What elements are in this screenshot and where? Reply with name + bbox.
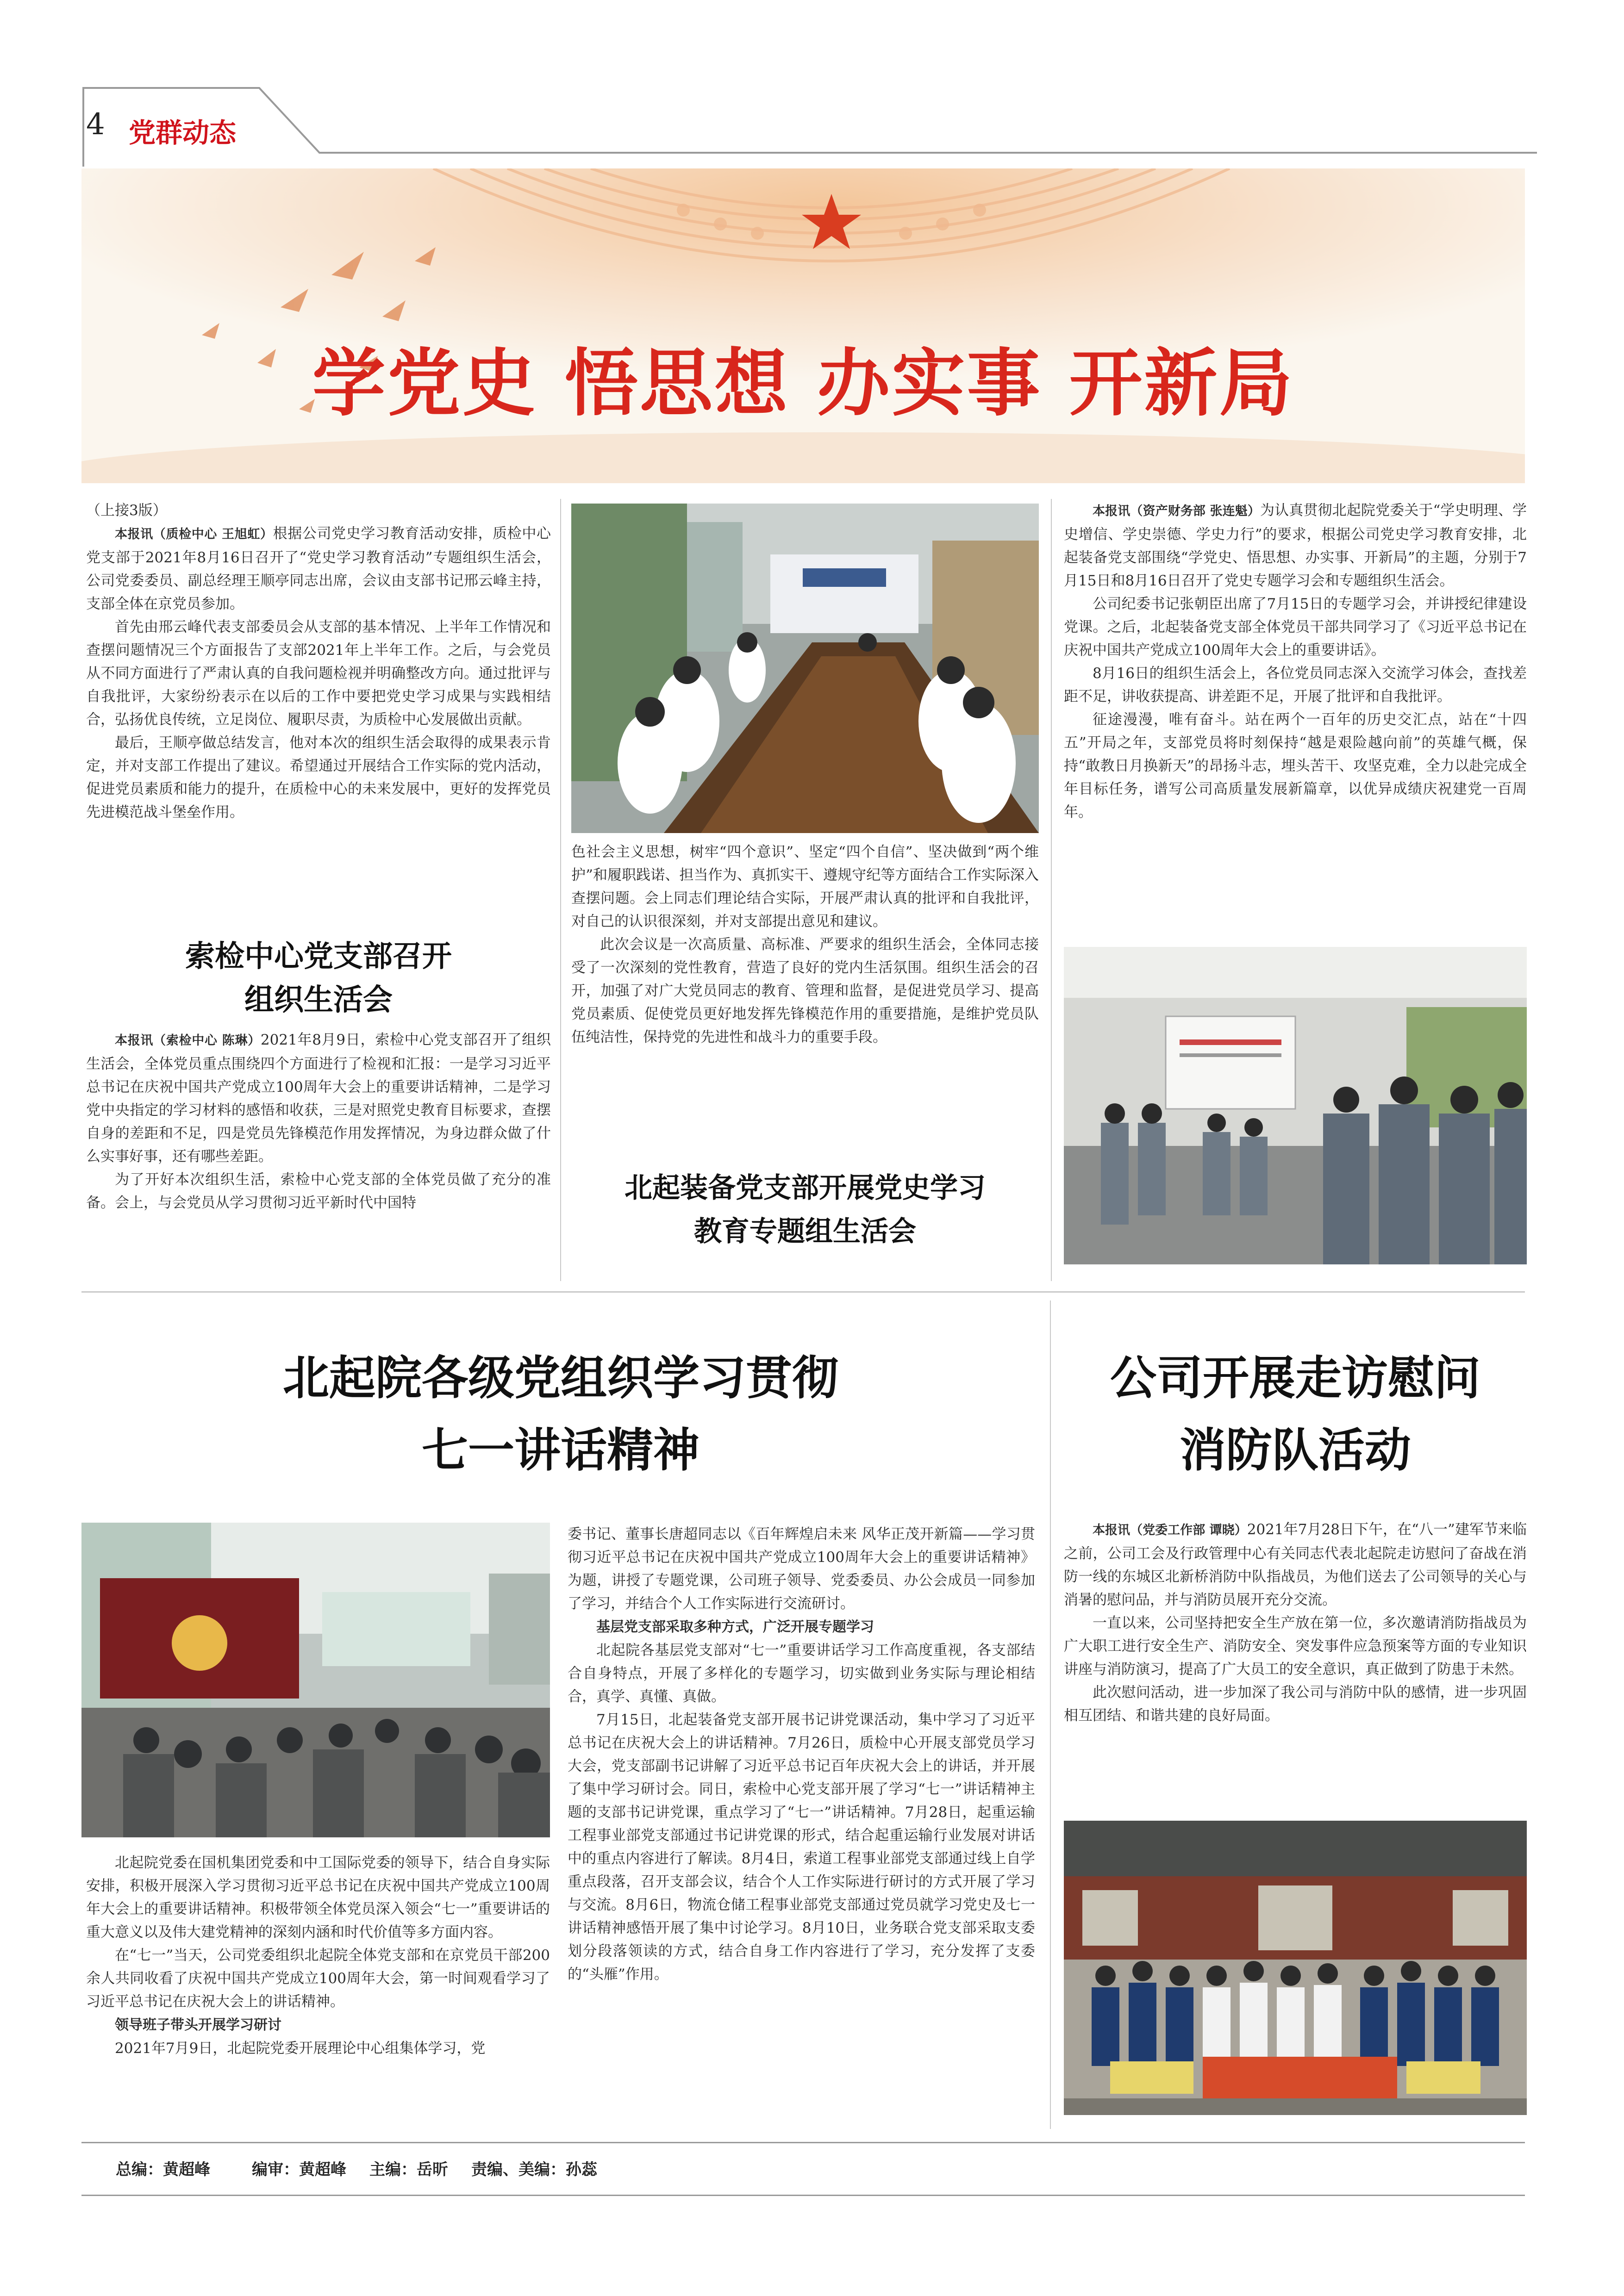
subheading: 基层党支部采取多种方式，广泛开展专题学习: [596, 1619, 874, 1635]
paragraph: 征途漫漫，唯有奋斗。站在两个一百年的历史交汇点，站在“十四五”开局之年，支部党员将时刻保持“越是艰险越向前”的英雄气概，保持“敢教日月换新天”的昂扬斗志，埋头苦干、攻坚克难，全力以赴完成全年目标任务，谱写公司高质量发展新篇章，以优异成绩庆祝建党一百周年。: [1064, 711, 1527, 821]
paragraph: 为了开好本次组织生活，索检中心党支部的全体党员做了充分的准备。会上，与会党员从学习贯彻习近平新时代中国特: [86, 1171, 551, 1211]
fire-station-group-photo: [1064, 1821, 1527, 2115]
banner: [81, 168, 1525, 483]
headline-line: 公司开展走访慰问: [1110, 1351, 1480, 1405]
paragraph: 8月16日的组织生活会上，各位党员同志深入交流学习体会，查找差距不足，讲收获提高、讲差距不足，开展了批评和自我批评。: [1064, 665, 1527, 705]
column-divider: [1051, 499, 1052, 1281]
paragraph: 北起院党委在国机集团党委和中工国际党委的领导下，结合自身实际安排，积极开展深入学习贯彻习近平总书记在庆祝中国共产党成立100周年大会上的重要讲话精神。积极带领全体党员深入领会“七一”重要讲话的重大意义以及伟大建党精神的深刻内涵和时代价值等多方面内容。: [86, 1854, 550, 1941]
column-divider: [560, 499, 561, 1281]
article-2-col1: [86, 1028, 551, 1214]
headline-line: 七一讲话精神: [422, 1423, 700, 1477]
paragraph: 为认真贯彻北起院党委关于“学史明理、学史增信、学史崇德、学史力行”的要求，根据公司党史学习教育安排，北起装备党支部围绕“学党史、悟思想、办实事、开新局”的主题，分别于7月15日和8月16日召开了党史专题学习会和专题组织生活会。: [1064, 502, 1527, 589]
section-title: 党群动态: [129, 117, 237, 149]
article-5-text: [1064, 1518, 1527, 1727]
paragraph: 在“七一”当天，公司党委组织北起院全体党支部和在京党员干部200余人共同收看了庆祝中国共产党成立100周年大会，第一时间观看学习了习近平总书记在庆祝大会上的讲话精神。: [86, 1947, 550, 2010]
article-3-title: [571, 1166, 1039, 1253]
paragraph: 2021年7月28日下午，在“八一”建军节来临之前，公司工会及行政管理中心有关同志代表北起院走访慰问了奋战在消防一线的东城区北新桥消防中队指战员，为他们送去了公司领导的关心与消暑的慰问品，并与消防员展开充分交流。: [1064, 1521, 1527, 1608]
credit-value: 黄超峰: [299, 2160, 346, 2179]
byline: 本报讯（质检中心 王旭虹）: [115, 527, 273, 541]
credit-value: 岳昕: [417, 2160, 448, 2179]
column-divider: [1050, 1300, 1051, 2129]
headline-line: 北起装备党支部开展党史学习: [625, 1172, 986, 1204]
paragraph: 此次慰问活动，进一步加深了我公司与消防中队的感情，进一步巩固相互团结、和谐共建的良好局面。: [1064, 1684, 1527, 1724]
headline-line: 索检中心党支部召开: [185, 940, 452, 974]
footer-rule-top: [81, 2142, 1525, 2143]
paragraph: 一直以来，公司坚持把安全生产放在第一位，多次邀请消防指战员为广大职工进行安全生产、消防安全、突发事件应急预案等方面的专业知识讲座与消防演习，提高了广大员工的安全意识，真正做到了防患于未然。: [1064, 1615, 1527, 1678]
masthead-credits: [116, 2157, 1505, 2184]
article-5-title: [1064, 1342, 1527, 1487]
headline-line: 北起院各级党组织学习贯彻: [283, 1351, 838, 1405]
page-number: 4: [86, 107, 105, 142]
paragraph: 根据公司党史学习教育活动安排，质检中心党支部于2021年8月16日召开了“党史学习教育活动”专题组织生活会，公司党委委员、副总经理王顺亭同志出席，会议由支部书记邢云峰主持，支部全体在京党员参加。: [86, 525, 551, 612]
credit-label: 责编、美编：: [471, 2160, 566, 2179]
paragraph: 公司纪委书记张朝臣出席了7月15日的专题学习会，并讲授纪律建设党课。之后，北起装备党支部全体党员干部共同学习了《习近平总书记在庆祝中国共产党成立100周年大会上的重要讲话》。: [1064, 596, 1527, 659]
credit-label: 编审：: [252, 2160, 299, 2179]
paragraph: 色社会主义思想，树牢“四个意识”、坚定“四个自信”、坚决做到“两个维护”和履职践诺、担当作为、真抓实干、遵规守纪等方面结合工作实际深入查摆问题。会上同志们理论结合实际，开展严肃认真的批评和自我批评，对自己的认识很深刻，并对支部提出意见和建议。: [571, 844, 1039, 930]
header-rule: [69, 83, 1551, 167]
paragraph: 委书记、董事长唐超同志以《百年辉煌启未来 风华正茂开新篇——学习贯彻习近平总书记在庆祝中国共产党成立100周年大会上的重要讲话精神》为题，讲授了专题党课，公司班子领导、党委委员、办公会成员一同参加了学习，并结合个人工作实际进行交流研讨。: [568, 1526, 1035, 1612]
credit-value: 孙蕊: [566, 2160, 597, 2179]
article-1: [86, 499, 551, 824]
credit-label: 总编：: [116, 2160, 163, 2179]
credit-value: 黄超峰: [163, 2160, 210, 2179]
paragraph: 北起院各基层党支部对“七一”重要讲话学习工作高度重视，各支部结合自身特点，开展了多样化的专题学习，切实做到业务实际与理论相结合，真学、真懂、真做。: [568, 1642, 1035, 1705]
article-4-col1: [86, 1851, 550, 2060]
paragraph: 首先由邢云峰代表支部委员会从支部的基本情况、上半年工作情况和查摆问题情况三个方面报告了支部2021年上半年工作。之后，与会党员从不同方面进行了严肃认真的自我问题检视并明确整改方向。通过批评与自我批评，大家纷纷表示在以后的工作中要把党史学习成果与实践相结合，弘扬优良传统，立足岗位、履职尽责，为质检中心发展做出贡献。: [86, 619, 551, 728]
banner-title: 学党史 悟思想 办实事 开新局: [312, 341, 1294, 426]
subheading: 领导班子带头开展学习研讨: [115, 2017, 281, 2033]
article-2-col2: [571, 840, 1039, 1049]
headline-line: 组织生活会: [244, 983, 393, 1017]
paragraph: 2021年8月9日，索检中心党支部召开了组织生活会，全体党员重点围绕四个方面进行了检视和汇报：一是学习习近平总书记在庆祝中国共产党成立100周年大会上的重要讲话精神，二是学习党中央指定的学习材料的感悟和收获，三是对照党史教育目标要求，查摆自身的差距和不足，四是党员先锋模范作用发挥情况，为身边群众做了什么实事好事，还有哪些差距。: [86, 1032, 551, 1165]
paragraph: 7月15日，北起装备党支部开展书记讲党课活动，集中学习了习近平总书记在庆祝大会上的讲话精神。7月26日，质检中心开展支部党员学习大会，党支部副书记讲解了习近平总书记百年庆祝大会上的讲话，并开展了集中学习研讨会。同日，索检中心党支部开展了学习“七一”讲话精神主题的支部书记讲党课，重点学习了“七一”讲话精神。7月28日，起重运输工程事业部党支部通过书记讲党课的形式，结合起重运输行业发展对讲话中的重点内容进行了解读。8月4日，索道工程事业部党支部通过线上自学重点段落，召开支部会议，结合个人工作实际进行研讨的方式开展了学习与交流。8月6日，物流仓储工程事业部党支部通过党员就学习党史及七一讲话精神感悟开展了集中讨论学习。8月10日，业务联合党支部采取支委划分段落领读的方式，结合自身工作内容进行了学习，充分发挥了支委的“头雁”作用。: [568, 1711, 1035, 1983]
article-3-text: [1064, 499, 1527, 824]
paragraph: 2021年7月9日，北起院党委开展理论中心组集体学习，党: [115, 2040, 486, 2057]
article-2-title: [86, 935, 551, 1022]
byline: 本报讯（资产财务部 张连魁）: [1093, 504, 1261, 518]
paragraph: 此次会议是一次高质量、高标准、严要求的组织生活会，全体同志接受了一次深刻的党性教育，营造了良好的党内生活氛围。组织生活会的召开，加强了对广大党员同志的教育、管理和监督，是促进党员学习、提高党员素质、促使党员更好地发挥先锋模范作用的重要措施，是维护党员队伍纯洁性，保持党的先进性和战斗力的重要手段。: [571, 936, 1039, 1045]
footer-rule-bottom: [81, 2195, 1525, 2196]
article-4-col2: [568, 1523, 1035, 1986]
auditorium-photo: [81, 1523, 550, 1837]
credit-label: 主编：: [369, 2160, 417, 2179]
study-session-photo: [1064, 947, 1527, 1264]
byline: 本报讯（党委工作部 谭晓）: [1093, 1523, 1247, 1537]
article-4-title: [86, 1342, 1035, 1487]
headline-line: 教育专题组生活会: [694, 1215, 916, 1248]
paragraph: 最后，王顺亭做总结发言，他对本次的组织生活会取得的成果表示肯定，并对支部工作提出了建议。希望通过开展结合工作实际的党内活动，促进党员素质和能力的提升，在质检中心的未来发展中，更好的发挥党员先进模范战斗堡垒作用。: [86, 734, 551, 821]
meeting-photo: [571, 504, 1039, 833]
byline: 本报讯（索检中心 陈琳）: [115, 1033, 261, 1048]
continued-note: （上接3版）: [86, 502, 167, 519]
headline-line: 消防队活动: [1180, 1423, 1411, 1477]
section-divider: [81, 1291, 1525, 1293]
